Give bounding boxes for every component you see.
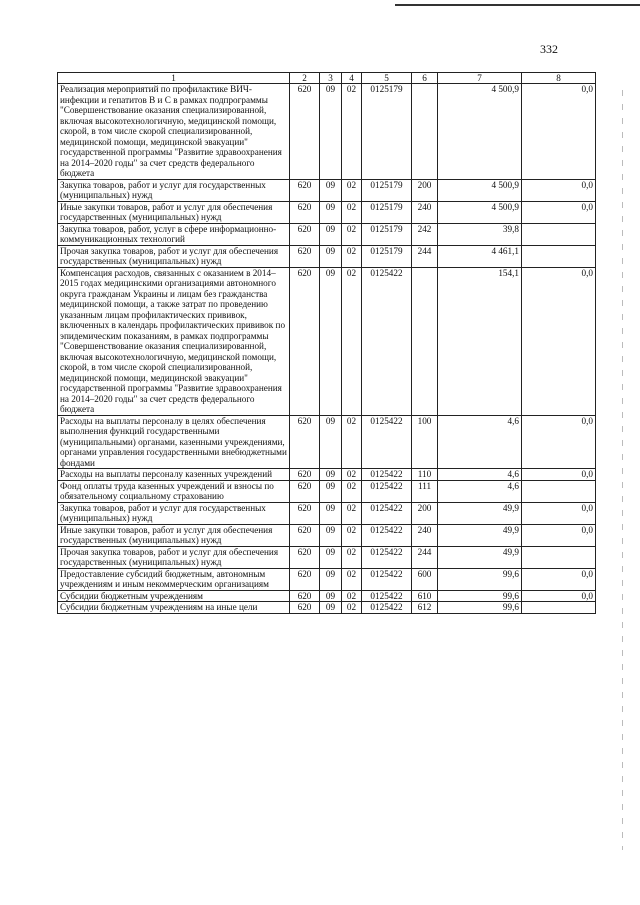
admin-code-cell: 620 (290, 267, 320, 415)
subsection-code-cell: 02 (342, 568, 362, 590)
target-article-code-cell: 0125422 (362, 524, 412, 546)
row-name-cell: Субсидии бюджетным учреждениям на иные цели (58, 602, 290, 614)
amount-2016-cell (522, 602, 596, 614)
budget-table (57, 72, 596, 614)
row-name-cell: Прочая закупка товаров, работ и услуг для обеспечения государственных (муниципальных) нужд (58, 546, 290, 568)
amount-2015-cell: 4 500,9 (438, 201, 522, 223)
amount-2015-cell: 99,6 (438, 590, 522, 602)
admin-code-cell: 620 (290, 546, 320, 568)
subsection-code-cell: 02 (342, 602, 362, 614)
amount-2016-cell: 0,0 (522, 568, 596, 590)
subsection-code-cell: 02 (342, 546, 362, 568)
admin-code-cell: 620 (290, 590, 320, 602)
admin-code-cell: 620 (290, 602, 320, 614)
target-article-code-cell: 0125422 (362, 546, 412, 568)
amount-2016-cell: 0,0 (522, 502, 596, 524)
expense-type-code-cell: 111 (412, 480, 438, 502)
subsection-code-cell: 02 (342, 590, 362, 602)
expense-type-code-cell (412, 267, 438, 415)
table-row (58, 602, 596, 614)
subsection-code-cell: 02 (342, 480, 362, 502)
row-name-cell: Компенсация расходов, связанных с оказанием в 2014–2015 годах медицинскими организациями автономного округа гражданам Украины и лицам без гражданства медицинской помощи, а также затрат по проведению указанным лицам профилактических прививок, включенных в календарь профилактических прививок по эпидемическим показаниям, в рамках подпрограммы "Совершенствование оказания специализированной, включая высокотехнологичную, медицинской помощи, скорой, в том числе скорой специализированной, медицинской помощи, медицинской эвакуации" государственной программы "Развитие здравоохранения на 2014–2020 годы" за счет средств федерального бюджета (58, 267, 290, 415)
expense-type-code-cell: 240 (412, 524, 438, 546)
row-name-cell: Иные закупки товаров, работ и услуг для обеспечения государственных (муниципальных) нужд (58, 524, 290, 546)
header-row (58, 73, 596, 84)
subsection-code-cell: 02 (342, 179, 362, 201)
expense-type-code-cell: 110 (412, 469, 438, 481)
section-code-cell: 09 (320, 84, 342, 180)
section-code-cell: 09 (320, 546, 342, 568)
amount-2015-cell: 4,6 (438, 480, 522, 502)
amount-2016-cell: 0,0 (522, 179, 596, 201)
amount-2015-cell: 99,6 (438, 568, 522, 590)
admin-code-cell: 620 (290, 415, 320, 469)
col-header-8: 8 (522, 73, 596, 84)
row-name-cell: Расходы на выплаты персоналу казенных учреждений (58, 469, 290, 481)
table-row (58, 568, 596, 590)
table-row (58, 590, 596, 602)
table-row (58, 201, 596, 223)
expense-type-code-cell: 612 (412, 602, 438, 614)
section-code-cell: 09 (320, 502, 342, 524)
section-code-cell: 09 (320, 415, 342, 469)
expense-type-code-cell: 600 (412, 568, 438, 590)
subsection-code-cell: 02 (342, 415, 362, 469)
target-article-code-cell: 0125179 (362, 223, 412, 245)
top-rule (395, 4, 640, 6)
subsection-code-cell: 02 (342, 223, 362, 245)
amount-2016-cell: 0,0 (522, 84, 596, 180)
expense-type-code-cell: 610 (412, 590, 438, 602)
amount-2016-cell (522, 480, 596, 502)
col-header-7: 7 (438, 73, 522, 84)
amount-2015-cell: 4,6 (438, 469, 522, 481)
col-header-2: 2 (290, 73, 320, 84)
row-name-cell: Предоставление субсидий бюджетным, автономным учреждениям и иным некоммерческим организациям (58, 568, 290, 590)
amount-2015-cell: 49,9 (438, 546, 522, 568)
admin-code-cell: 620 (290, 502, 320, 524)
section-code-cell: 09 (320, 524, 342, 546)
row-name-cell: Закупка товаров, работ и услуг для государственных (муниципальных) нужд (58, 502, 290, 524)
target-article-code-cell: 0125422 (362, 568, 412, 590)
section-code-cell: 09 (320, 480, 342, 502)
amount-2016-cell: 0,0 (522, 469, 596, 481)
target-article-code-cell: 0125422 (362, 590, 412, 602)
col-header-5: 5 (362, 73, 412, 84)
section-code-cell: 09 (320, 602, 342, 614)
section-code-cell: 09 (320, 590, 342, 602)
table-row (58, 415, 596, 469)
amount-2015-cell: 4 461,1 (438, 245, 522, 267)
target-article-code-cell: 0125179 (362, 84, 412, 180)
page-edge-mark (622, 90, 623, 850)
row-name-cell: Расходы на выплаты персоналу в целях обеспечения выполнения функций государственными (муниципальными) органами, казенными учреждениями, органами управления государственными внебюджетными фондами (58, 415, 290, 469)
col-header-6: 6 (412, 73, 438, 84)
row-name-cell: Закупка товаров, работ и услуг для государственных (муниципальных) нужд (58, 179, 290, 201)
amount-2016-cell (522, 245, 596, 267)
admin-code-cell: 620 (290, 245, 320, 267)
row-name-cell: Иные закупки товаров, работ и услуг для обеспечения государственных (муниципальных) нужд (58, 201, 290, 223)
amount-2015-cell: 4 500,9 (438, 84, 522, 180)
amount-2016-cell: 0,0 (522, 415, 596, 469)
section-code-cell: 09 (320, 179, 342, 201)
expense-type-code-cell: 242 (412, 223, 438, 245)
amount-2016-cell: 0,0 (522, 201, 596, 223)
amount-2015-cell: 4,6 (438, 415, 522, 469)
amount-2016-cell: 0,0 (522, 524, 596, 546)
target-article-code-cell: 0125422 (362, 267, 412, 415)
subsection-code-cell: 02 (342, 245, 362, 267)
table-row (58, 245, 596, 267)
col-header-1: 1 (58, 73, 290, 84)
target-article-code-cell: 0125179 (362, 179, 412, 201)
row-name-cell: Реализация мероприятий по профилактике ВИЧ-инфекции и гепатитов В и С в рамках подпрограммы "Совершенствование оказания специализированной, включая высокотехнологичную, медицинской помощи, скорой, в том числе скорой специализированной, медицинской помощи, медицинской эвакуации" государственной программы "Развитие здравоохранения на 2014–2020 годы" за счет средств федерального бюджета (58, 84, 290, 180)
admin-code-cell: 620 (290, 84, 320, 180)
amount-2016-cell: 0,0 (522, 590, 596, 602)
section-code-cell: 09 (320, 568, 342, 590)
expense-type-code-cell: 244 (412, 245, 438, 267)
admin-code-cell: 620 (290, 480, 320, 502)
row-name-cell: Прочая закупка товаров, работ и услуг для обеспечения государственных (муниципальных) нужд (58, 245, 290, 267)
table-row (58, 502, 596, 524)
amount-2015-cell: 39,8 (438, 223, 522, 245)
amount-2015-cell: 154,1 (438, 267, 522, 415)
amount-2016-cell: 0,0 (522, 267, 596, 415)
table-row (58, 469, 596, 481)
table-row (58, 480, 596, 502)
table-row (58, 179, 596, 201)
table-row (58, 84, 596, 180)
target-article-code-cell: 0125422 (362, 480, 412, 502)
admin-code-cell: 620 (290, 179, 320, 201)
col-header-3: 3 (320, 73, 342, 84)
target-article-code-cell: 0125422 (362, 502, 412, 524)
amount-2015-cell: 4 500,9 (438, 179, 522, 201)
amount-2016-cell (522, 546, 596, 568)
section-code-cell: 09 (320, 223, 342, 245)
amount-2016-cell (522, 223, 596, 245)
expense-type-code-cell (412, 84, 438, 180)
amount-2015-cell: 99,6 (438, 602, 522, 614)
table-row (58, 223, 596, 245)
subsection-code-cell: 02 (342, 502, 362, 524)
subsection-code-cell: 02 (342, 267, 362, 415)
admin-code-cell: 620 (290, 201, 320, 223)
expense-type-code-cell: 240 (412, 201, 438, 223)
expense-type-code-cell: 244 (412, 546, 438, 568)
section-code-cell: 09 (320, 245, 342, 267)
admin-code-cell: 620 (290, 469, 320, 481)
subsection-code-cell: 02 (342, 469, 362, 481)
target-article-code-cell: 0125179 (362, 201, 412, 223)
table-row (58, 267, 596, 415)
section-code-cell: 09 (320, 469, 342, 481)
table-row (58, 524, 596, 546)
expense-type-code-cell: 200 (412, 502, 438, 524)
target-article-code-cell: 0125422 (362, 469, 412, 481)
target-article-code-cell: 0125422 (362, 602, 412, 614)
admin-code-cell: 620 (290, 223, 320, 245)
amount-2015-cell: 49,9 (438, 524, 522, 546)
table-row (58, 546, 596, 568)
amount-2015-cell: 49,9 (438, 502, 522, 524)
admin-code-cell: 620 (290, 568, 320, 590)
admin-code-cell: 620 (290, 524, 320, 546)
page-number: 332 (540, 42, 558, 56)
subsection-code-cell: 02 (342, 201, 362, 223)
section-code-cell: 09 (320, 201, 342, 223)
subsection-code-cell: 02 (342, 524, 362, 546)
row-name-cell: Субсидии бюджетным учреждениям (58, 590, 290, 602)
target-article-code-cell: 0125422 (362, 415, 412, 469)
target-article-code-cell: 0125179 (362, 245, 412, 267)
col-header-4: 4 (342, 73, 362, 84)
expense-type-code-cell: 200 (412, 179, 438, 201)
row-name-cell: Фонд оплаты труда казенных учреждений и взносы по обязательному социальному страхованию (58, 480, 290, 502)
row-name-cell: Закупка товаров, работ, услуг в сфере информационно-коммуникационных технологий (58, 223, 290, 245)
expense-type-code-cell: 100 (412, 415, 438, 469)
section-code-cell: 09 (320, 267, 342, 415)
subsection-code-cell: 02 (342, 84, 362, 180)
